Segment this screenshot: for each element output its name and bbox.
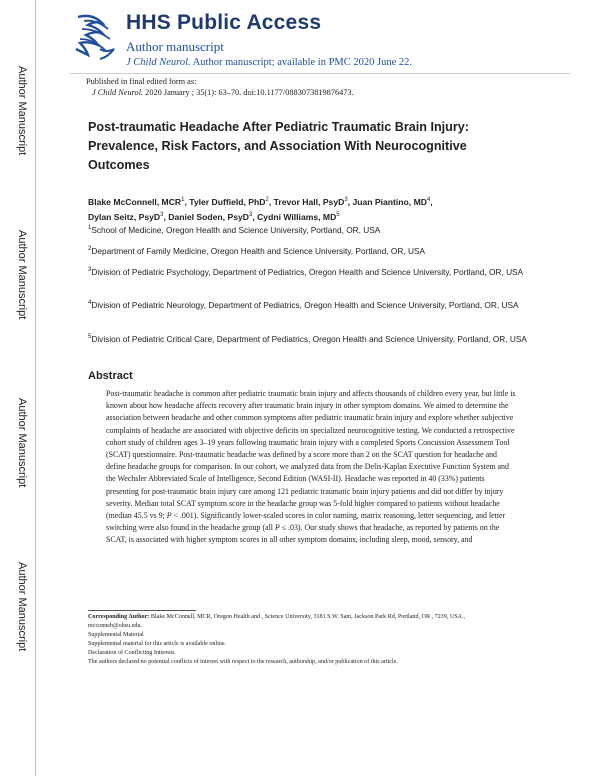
author-affiliation-mark: 5 [336, 211, 340, 218]
author-name: Juan Piantino, MD [352, 196, 427, 207]
supplemental-text: Supplemental material for this article is available online. [88, 641, 227, 647]
citation-journal: J Child Neurol. [92, 88, 144, 97]
author-name: Tyler Duffield, PhD [189, 196, 266, 207]
author-affiliation-mark: 1 [181, 197, 185, 203]
affiliation [88, 243, 528, 257]
author-affiliation-mark: 4 [426, 197, 431, 203]
journal-name: J Child Neurol. [126, 57, 191, 68]
affiliation-mark: 3 [88, 267, 92, 273]
affiliation [88, 331, 528, 345]
affiliation [88, 222, 528, 236]
citation-line [86, 87, 354, 98]
author-separator: , [268, 196, 274, 207]
p-value-symbol: P [274, 523, 280, 533]
footnote-rule [88, 610, 196, 611]
citation-details: 2020 January ; 35(1): 63–70. doi:10.1177/0883073819876473. [143, 88, 354, 97]
published-in-label: Published in final edited form as: [86, 77, 197, 86]
abstract-heading: Abstract [88, 370, 133, 382]
author-name: Cydni Williams, MD [257, 211, 337, 222]
affiliation-mark: 5 [88, 334, 92, 340]
supplemental-heading: Supplemental Material [88, 632, 144, 638]
header-rule [70, 73, 570, 74]
hhs-eagle-logo-icon [72, 9, 118, 63]
hhs-public-access-title: HHS Public Access [126, 11, 322, 34]
margin-divider [35, 0, 36, 776]
footnotes [88, 613, 508, 667]
affiliation-text: Department of Family Medicine, Oregon Health and Science University, Portland, OR, USA [91, 245, 426, 256]
affiliation-text: Division of Pediatric Neurology, Department of Pediatrics, Oregon Health and Science University, Portland, OR, USA [91, 299, 519, 310]
abstract-text: Post-traumatic headache is common after pediatric traumatic brain injury and affects thousands of children every year, but little is known about how headache affects recovery after traumatic brain injury in other symptom domains. We aimed to determine the association between headache and other common symptoms after pediatric traumatic brain injury and explore whether subjective complaints of headache are associated with objective deficits on specialized neurocognitive testing. We conducted a retrospective cohort study of children ages 3–19 years following traumatic brain injury with a completed Sports Concussion Assessment Tool (SCAT) questionnaire. Post-traumatic headache was defined by a score more than 2 on the SCAT question for headache and define headache groups for comparison. In our cohort, we analyzed data from the Delis-Kaplan Executive Function System and the Wechsler Abbreviated Scale of Intelligence, Second Edition (WASI-II). Headache was reported in 40 (33%) patients presenting for post-traumatic brain injury care among 121 pediatric traumatic brain injury patients and did not differ by injury severity. Median total SCAT symptom score in the headache group was 5-fold higher compared to patients without headache (median 45.5 vs 9; [106, 389, 516, 521]
affiliation-mark: 2 [88, 246, 92, 252]
author-affiliation-mark: 3 [160, 211, 164, 218]
abstract-text: < .001). Significantly lower-scaled scores in color naming, matrix reasoning, letter sequencing, and letter switching were also found in the headache group (all [106, 511, 506, 533]
affiliation-mark: 4 [88, 300, 92, 306]
author-affiliation-mark: 3 [248, 211, 253, 218]
abstract-paragraph [106, 388, 518, 547]
author-separator: , [347, 196, 353, 207]
author-name: Dylan Seitz, PsyD [88, 211, 161, 222]
p-value-symbol: P [166, 511, 172, 521]
article-title: Post-traumatic Headache After Pediatric Traumatic Brain Injury: Prevalence, Risk Factors, and Association With Neurocognitive Outcomes [88, 120, 469, 172]
affiliation-text: Division of Pediatric Psychology, Department of Pediatrics, Oregon Health and Science University, Portland, OR, USA [91, 266, 524, 277]
author-list [88, 194, 528, 224]
hhs-header [72, 9, 572, 75]
author-name: Daniel Soden, PsyD [168, 211, 249, 222]
side-label-author-manuscript: Author Manuscript [16, 562, 28, 652]
author-separator: , [184, 196, 190, 207]
corresponding-author-text: Blake McConnell, MCR, Oregon Health and , Science University, 3181 S.W. Sam, Jackson Park Rd, Portland, OR , 7239, USA., mcconneb@ohsu.edu. [88, 614, 466, 629]
author-separator: , [163, 211, 169, 222]
side-label-author-manuscript: Author Manuscript [16, 230, 28, 320]
author-affiliation-mark: 2 [265, 197, 269, 203]
author-separator: , [430, 196, 433, 207]
corresponding-author-label: Corresponding Author: [88, 614, 150, 620]
conflict-text: The authors declared no potential conflicts of interest with respect to the research, authorship, and/or publication of this article. [88, 659, 398, 665]
journal-availability-line [126, 57, 412, 68]
author-manuscript-subtitle: Author manuscript [126, 39, 224, 54]
availability-text: Author manuscript; available in PMC 2020 June 22. [190, 57, 413, 68]
author-name: Blake McConnell, MCR [88, 196, 182, 207]
affiliation-mark: 1 [88, 225, 92, 231]
publication-info [86, 76, 354, 98]
abstract-text: ≤ .03). Our study shows that headache, as reported by patients on the SCAT, is associated with higher symptom scores in all other symptom domains, including sleep, mood, sensory, and [106, 523, 500, 545]
affiliation [88, 297, 528, 311]
side-label-author-manuscript: Author Manuscript [16, 398, 28, 488]
corresponding-author-note [88, 613, 508, 631]
conflict-heading: Declaration of Conflicting Interests [88, 650, 175, 656]
author-separator: , [252, 211, 258, 222]
abstract-body [106, 388, 518, 547]
side-label-author-manuscript: Author Manuscript [16, 66, 28, 156]
author-affiliation-mark: 3 [344, 197, 348, 203]
affiliation-text: School of Medicine, Oregon Health and Science University, Portland, OR, USA [91, 224, 381, 235]
affiliation-text: Division of Pediatric Critical Care, Department of Pediatrics, Oregon Health and Science University, Portland, OR, USA [91, 333, 527, 344]
affiliation [88, 264, 528, 278]
author-name: Trevor Hall, PsyD [273, 196, 345, 207]
